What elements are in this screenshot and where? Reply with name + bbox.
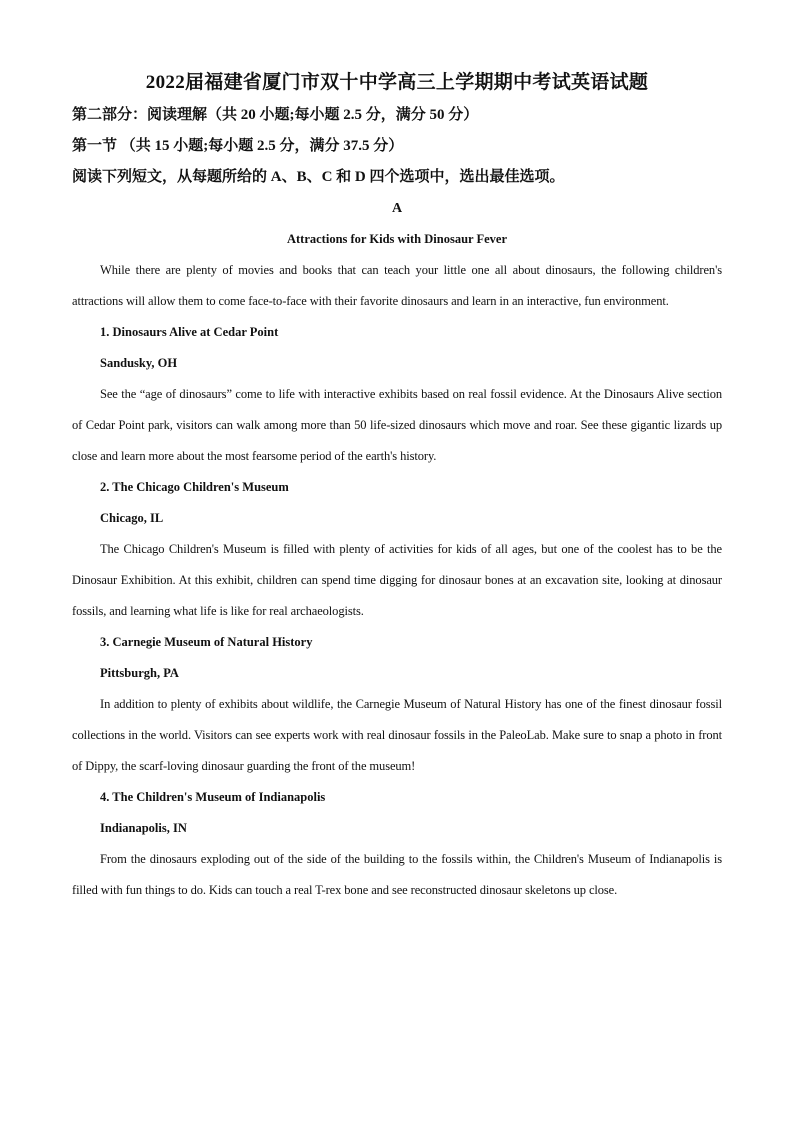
attraction-description: See the “age of dinosaurs” come to life with interactive exhibits based on real fossil evidence. At the Dinosaurs Alive section of Cedar Point park, visitors can walk among more than 50 life-sized dinosaurs which move and roar. See these gigantic lizards up close and learn more about the most fearsome period of the earth's history. (72, 387, 722, 463)
attraction-description: In addition to plenty of exhibits about wildlife, the Carnegie Museum of Natural History has one of the finest dinosaur fossil collections in the world. Visitors can see experts work with real dinosaur fossils in the PaleoLab. Make sure to snap a photo in front of Dippy, the scarf-loving dinosaur guarding the front of the museum! (72, 697, 722, 773)
passage-title: Attractions for Kids with Dinosaur Fever (286, 232, 507, 246)
attraction-title: 1. Dinosaurs Alive at Cedar Point (100, 325, 279, 339)
attraction-description: The Chicago Children's Museum is filled with plenty of activities for kids of all ages, but one of the coolest has to be the Dinosaur Exhibition. At this exhibit, children can spend time digging for dinosaur bones at an excavation site, looking at dinosaur fossils, and learning what life is like for real archaeologists. (72, 542, 722, 618)
attraction-location: Indianapolis, IN (100, 821, 187, 835)
attraction-item (72, 472, 722, 627)
attraction-item (72, 627, 722, 782)
part-heading: 第二部分：阅读理解（共 20 小题;每小题 2.5 分，满分 50 分） (72, 107, 479, 123)
attraction-item (72, 782, 722, 906)
attraction-title: 2. The Chicago Children's Museum (100, 480, 289, 494)
attraction-description: From the dinosaurs exploding out of the side of the building to the fossils within, the Children's Museum of Indianapolis is filled with fun things to do. Kids can touch a real T-rex bone and see reconstructed dinosaur skeletons up close. (72, 852, 722, 897)
section-heading: 第一节 （共 15 小题;每小题 2.5 分，满分 37.5 分） (72, 138, 404, 154)
attraction-location: Chicago, IL (100, 511, 164, 525)
intro-paragraph: While there are plenty of movies and books that can teach your little one all about dinosaurs, the following children's attractions will allow them to come face-to-face with their favorite dinosaurs and learn in an interactive, fun environment. (72, 263, 722, 308)
passage-letter: A (391, 201, 403, 216)
attraction-item (72, 317, 722, 472)
attraction-title: 4. The Children's Museum of Indianapolis (100, 790, 326, 804)
exam-title: 2022届福建省厦门市双十中学高三上学期期中考试英语试题 (145, 72, 649, 93)
attraction-location: Pittsburgh, PA (100, 666, 179, 680)
attraction-title: 3. Carnegie Museum of Natural History (100, 635, 313, 649)
attraction-location: Sandusky, OH (100, 356, 178, 370)
exam-page (72, 66, 722, 906)
instructions: 阅读下列短文，从每题所给的 A、B、C 和 D 四个选项中，选出最佳选项。 (72, 169, 565, 185)
